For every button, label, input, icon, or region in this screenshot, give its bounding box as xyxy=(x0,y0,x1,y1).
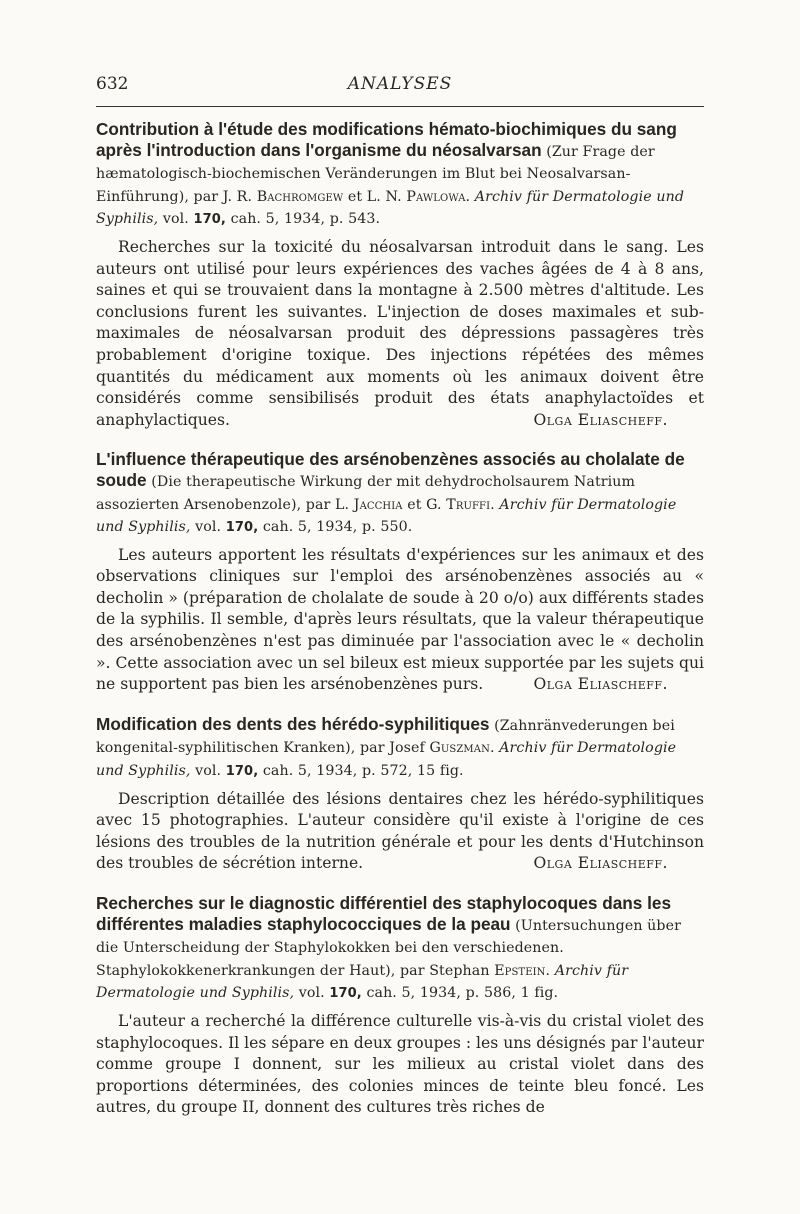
body-text: Les auteurs apportent les résultats d'expériences sur les animaux et des observations cliniques sur l'emploi des arsénobenzènes associés au « decholin » (préparation de cholalate de soude à 20 o/o) aux différents stades de la syphilis. Il semble, d'après leurs résultats, que la valeur thérapeutique des arsénobenzènes n'est pas diminuée par l'association avec le « decholin ». Cette association avec un sel bileux est mieux supportée par les sujets qui ne supportent pas bien les arsénobenzènes purs. xyxy=(96,545,704,694)
article-title xyxy=(96,119,704,231)
title-rest: (Die therapeutische Wirkung der mit dehydrocholsaurem Natrium assozierten Arsenobenzole), par L. Jacchia et G. Truffi. Archiv für Dermatologie und Syphilis, vol. 170, cah. 5, 1934, p. 550. xyxy=(96,473,677,536)
title-rest: (Zahnränvederungen bei kongenital-syphilitischen Kranken), par Josef Guszman. Archiv für Dermatologie und Syphilis, vol. 170, cah. 5, 1934, p. 572, 15 fig. xyxy=(96,717,677,780)
author: Bachromgew xyxy=(256,188,344,205)
journal: Archiv für Dermatologie und Syphilis, xyxy=(96,496,677,536)
signature: Olga Eliascheff. xyxy=(533,854,668,873)
vol-pre: vol. xyxy=(294,985,330,1002)
article-1 xyxy=(96,119,704,431)
volume: 170, xyxy=(193,212,226,228)
page xyxy=(96,70,704,1137)
article-title xyxy=(96,449,704,538)
article-body xyxy=(96,237,704,431)
article-title xyxy=(96,893,704,1005)
header-rule xyxy=(96,106,704,107)
signature: Olga Eliascheff. xyxy=(533,410,668,429)
article-body xyxy=(96,789,704,875)
title-mid: et L. N. xyxy=(343,188,407,205)
article-body xyxy=(96,1011,704,1119)
vol-pre: vol. xyxy=(190,763,226,780)
journal: Archiv für Dermatologie und Syphilis, xyxy=(96,188,685,228)
citation-tail: cah. 5, 1934, p. 572, 15 fig. xyxy=(258,763,464,780)
article-2 xyxy=(96,449,704,696)
article-title xyxy=(96,714,704,783)
volume: 170, xyxy=(329,986,362,1002)
article-body xyxy=(96,545,704,696)
title-rest-text: (Die therapeutische Wirkung der mit dehydrocholsaurem Natrium assozierten Arsenobenzole), par L. xyxy=(96,473,636,513)
page-number: 632 xyxy=(96,74,129,94)
signature: Olga Eliascheff. xyxy=(533,675,668,694)
title-bold: L'influence thérapeutique des arsénobenzènes associés au cholalate de soude xyxy=(96,449,685,490)
title-mid: et G. xyxy=(402,496,447,513)
author: Guszman xyxy=(429,740,490,757)
volume: 170, xyxy=(225,764,259,780)
body-text: L'auteur a recherché la différence culturelle vis-à-vis du cristal violet des staphylocoques. Il les sépare en deux groupes : les uns désignés par l'auteur comme groupe I donnent, sur les milieux au cristal violet dans des proportions déterminées, des colonies minces de teinte bleu foncé. Les autres, du groupe II, donnent des cultures très riches de xyxy=(96,1011,704,1117)
vol-pre: vol. xyxy=(190,519,226,536)
body-text: Description détaillée des lésions dentaires chez les hérédo-syphilitiques avec 15 photographies. L'auteur considère qu'il existe à l'origine de ces lésions des troubles de la nutrition générale et pour les dents d'Hutchinson des troubles de sécrétion interne. xyxy=(96,789,704,873)
title-bold: Modification des dents des hérédo-syphilitiques xyxy=(96,713,490,734)
journal: Archiv für Dermatologie und Syphilis, xyxy=(96,962,629,1002)
citation-tail: cah. 5, 1934, p. 543. xyxy=(225,211,381,228)
title-rest: (Zur Frage der hæmatologisch-biochemischen Veränderungen im Blut bei Neosalvarsan-Einführung), par J. R. Bachromgew et L. N. Pawlowa. Archiv für Dermatologie und Syphilis, vol. 170, cah. 5, 1934, p. 543. xyxy=(96,143,685,228)
author: Jacchia xyxy=(353,496,403,513)
author: Truffi xyxy=(446,496,491,513)
volume: 170, xyxy=(225,520,259,536)
title-bold: Recherches sur le diagnostic différentiel des staphylocoques dans les différentes maladies staphylococciques de la peau xyxy=(96,893,672,934)
body-text: Recherches sur la toxicité du néosalvarsan introduit dans le sang. Les auteurs ont utilisé pour leurs expériences des vaches âgées de 4 à 8 ans, saines et qui se trouvaient dans la montagne à 2.500 mètres d'altitude. Les conclusions furent les suivantes. L'injection de doses maximales et sub-maximales de néosalvarsan produit des dépressions passagères très probablement d'origine toxique. Des injections répétées des mêmes quantités du médicament aux moments où les animaux doivent être considérés comme sensibilisés produit des états anaphylactoïdes et anaphylactiques. xyxy=(96,237,704,429)
author: Epstein xyxy=(494,962,546,979)
journal: Archiv für Dermatologie und Syphilis, xyxy=(96,740,677,780)
title-bold: Contribution à l'étude des modifications hémato-biochimiques du sang après l'introduction dans l'organisme du néosalvarsan xyxy=(96,119,677,160)
article-4 xyxy=(96,893,704,1119)
page-header xyxy=(96,70,704,100)
title-rest-text: (Zahnränvederungen bei kongenital-syphilitischen Kranken), par Josef xyxy=(96,717,675,757)
author: Pawlowa xyxy=(406,188,466,205)
title-rest-text: (Untersuchungen über die Unterscheidung der Staphylokokken bei den verschiedenen. Staphylokokkenerkrankungen der Haut), par Stephan xyxy=(96,917,681,979)
citation-tail: cah. 5, 1934, p. 550. xyxy=(258,519,413,536)
title-rest: (Untersuchungen über die Unterscheidung der Staphylokokken bei den verschiedenen. Staphylokokkenerkrankungen der Haut), par Stephan Epstein. Archiv für Dermatologie und Syphilis, vol. 170, cah. 5, 1934, p. 586, 1 fig. xyxy=(96,917,681,1002)
citation-tail: cah. 5, 1934, p. 586, 1 fig. xyxy=(361,985,559,1002)
running-title: ANALYSES xyxy=(347,74,453,94)
article-3 xyxy=(96,714,704,875)
title-rest-text: (Zur Frage der hæmatologisch-biochemischen Veränderungen im Blut bei Neosalvarsan-Einführung), par J. R. xyxy=(96,143,655,205)
vol-pre: vol. xyxy=(158,211,194,228)
